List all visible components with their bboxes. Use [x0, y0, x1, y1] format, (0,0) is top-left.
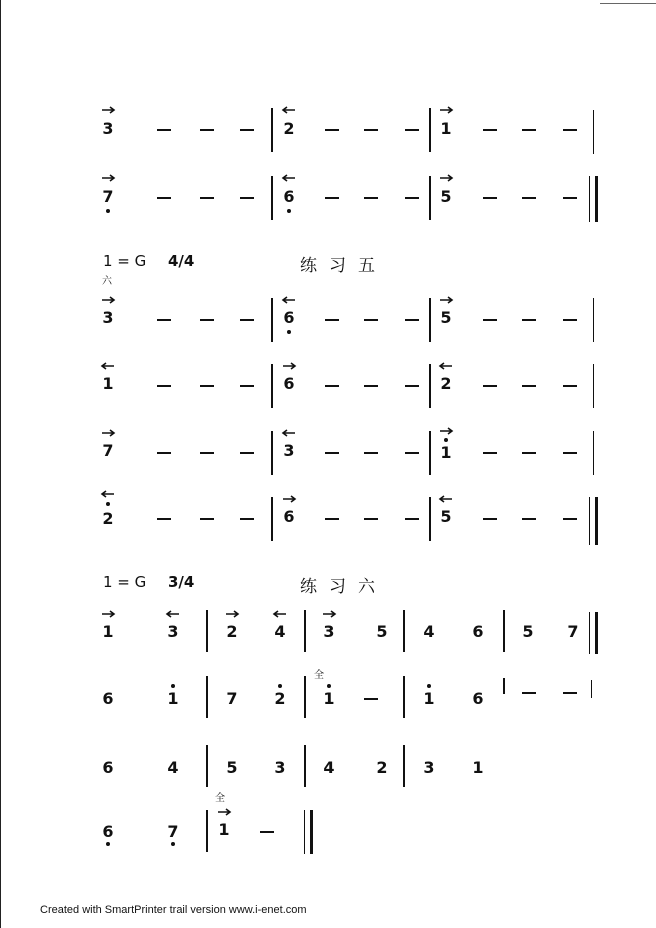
- bar-line: [271, 176, 273, 220]
- dash: [325, 518, 339, 520]
- note: 1: [167, 689, 179, 708]
- key-signature: 1 = G: [103, 573, 147, 591]
- note: 3: [283, 441, 295, 460]
- bar-line: [429, 176, 431, 220]
- dash: [483, 129, 497, 131]
- upper-octave-dot: [171, 684, 175, 688]
- bow-arrow-icon: [281, 174, 297, 182]
- note: 1: [423, 689, 435, 708]
- dash: [405, 129, 419, 131]
- bow-arrow-icon: [281, 495, 297, 503]
- bar-line: [304, 610, 306, 652]
- dash: [325, 319, 339, 321]
- note: 5: [226, 758, 238, 777]
- dash: [157, 197, 171, 199]
- bow-arrow-icon: [216, 808, 232, 816]
- bar-line: [304, 676, 306, 718]
- note: 4: [274, 622, 286, 641]
- whole-bow-mark: 全: [215, 793, 225, 804]
- top-rule: [600, 3, 656, 4]
- note: 7: [102, 187, 114, 206]
- note: 6: [102, 689, 114, 708]
- note: 5: [440, 308, 452, 327]
- dash: [563, 385, 577, 387]
- note: 5: [376, 622, 388, 641]
- dash: [157, 452, 171, 454]
- time-signature: 4/4: [168, 252, 195, 270]
- bow-arrow-icon: [100, 362, 116, 370]
- dash: [240, 319, 254, 321]
- footer-watermark: Created with SmartPrinter trail version www.i-enet.com: [40, 904, 307, 916]
- bow-arrow-icon: [165, 610, 181, 618]
- bow-arrow-icon: [100, 610, 116, 618]
- dash: [483, 197, 497, 199]
- key-signature: 1 = G: [103, 252, 147, 270]
- exercise-title: 练习五: [300, 256, 387, 276]
- upper-octave-dot: [427, 684, 431, 688]
- bar-line: [429, 431, 431, 475]
- dash: [522, 197, 536, 199]
- note: 1: [102, 374, 114, 393]
- bar-line: [403, 610, 405, 652]
- note: 3: [323, 622, 335, 641]
- dash: [522, 518, 536, 520]
- dash: [405, 518, 419, 520]
- bar-line: [271, 364, 273, 408]
- note: 6: [283, 187, 295, 206]
- bow-arrow-icon: [272, 610, 288, 618]
- bar-line: [206, 610, 208, 652]
- dash: [200, 452, 214, 454]
- dash: [260, 831, 274, 833]
- position-mark: 六: [102, 276, 112, 287]
- bow-arrow-icon: [281, 429, 297, 437]
- lower-octave-dot: [171, 842, 175, 846]
- dash: [522, 129, 536, 131]
- bar-line: [429, 364, 431, 408]
- dash: [563, 319, 577, 321]
- dash: [325, 385, 339, 387]
- bar-line: [503, 678, 505, 694]
- note: 3: [102, 308, 114, 327]
- note: 2: [102, 509, 114, 528]
- dash: [200, 129, 214, 131]
- time-signature: 3/4: [168, 573, 195, 591]
- note: 6: [472, 689, 484, 708]
- note: 2: [226, 622, 238, 641]
- note: 6: [102, 758, 114, 777]
- note: 2: [283, 119, 295, 138]
- note: 1: [102, 622, 114, 641]
- bar-line: [206, 745, 208, 787]
- bow-arrow-icon: [100, 296, 116, 304]
- dash: [240, 385, 254, 387]
- note: 1: [440, 443, 452, 462]
- dash: [325, 197, 339, 199]
- bar-line: [591, 680, 592, 698]
- bow-arrow-icon: [100, 106, 116, 114]
- bar-line: [271, 497, 273, 541]
- dash: [405, 197, 419, 199]
- bow-arrow-icon: [281, 296, 297, 304]
- dash: [483, 518, 497, 520]
- bow-arrow-icon: [281, 362, 297, 370]
- bar-line: [403, 745, 405, 787]
- bar-line: [271, 431, 273, 475]
- dash: [240, 518, 254, 520]
- dash: [483, 319, 497, 321]
- note: 7: [167, 822, 179, 841]
- dash: [240, 197, 254, 199]
- bar-line: [271, 108, 273, 152]
- dash: [522, 385, 536, 387]
- bow-arrow-icon: [100, 174, 116, 182]
- dash: [364, 452, 378, 454]
- upper-octave-dot: [327, 684, 331, 688]
- dash: [364, 319, 378, 321]
- end-barline: [589, 612, 598, 654]
- bar-line: [429, 497, 431, 541]
- lower-octave-dot: [106, 209, 110, 213]
- upper-octave-dot: [278, 684, 282, 688]
- end-barline: [589, 497, 598, 545]
- end-barline: [304, 810, 313, 854]
- upper-octave-dot: [444, 438, 448, 442]
- bow-arrow-icon: [100, 429, 116, 437]
- dash: [563, 692, 577, 694]
- note: 2: [376, 758, 388, 777]
- note: 4: [423, 622, 435, 641]
- note: 6: [283, 308, 295, 327]
- bow-arrow-icon: [321, 610, 337, 618]
- bar-line: [429, 108, 431, 152]
- note: 7: [567, 622, 579, 641]
- note: 1: [440, 119, 452, 138]
- note: 5: [440, 507, 452, 526]
- note: 6: [472, 622, 484, 641]
- bar-line: [503, 610, 505, 652]
- dash: [157, 319, 171, 321]
- dash: [522, 452, 536, 454]
- bar-line: [593, 110, 594, 154]
- lower-octave-dot: [287, 209, 291, 213]
- bow-arrow-icon: [438, 362, 454, 370]
- dash: [522, 692, 536, 694]
- dash: [563, 518, 577, 520]
- bow-arrow-icon: [281, 106, 297, 114]
- dash: [200, 197, 214, 199]
- end-barline: [589, 176, 598, 222]
- bow-arrow-icon: [438, 296, 454, 304]
- note: 1: [218, 820, 230, 839]
- dash: [364, 518, 378, 520]
- bar-line: [593, 364, 594, 408]
- dash: [240, 129, 254, 131]
- dash: [405, 319, 419, 321]
- note: 6: [283, 374, 295, 393]
- note: 5: [522, 622, 534, 641]
- note: 3: [274, 758, 286, 777]
- dash: [483, 385, 497, 387]
- dash: [364, 129, 378, 131]
- dash: [157, 129, 171, 131]
- dash: [200, 385, 214, 387]
- dash: [364, 698, 378, 700]
- note: 2: [440, 374, 452, 393]
- dash: [522, 319, 536, 321]
- dash: [563, 452, 577, 454]
- note: 4: [167, 758, 179, 777]
- bar-line: [206, 810, 208, 852]
- dash: [157, 518, 171, 520]
- dash: [200, 518, 214, 520]
- note: 5: [440, 187, 452, 206]
- note: 1: [323, 689, 335, 708]
- dash: [364, 197, 378, 199]
- lower-octave-dot: [106, 842, 110, 846]
- bar-line: [593, 298, 594, 342]
- dash: [563, 129, 577, 131]
- note: 6: [102, 822, 114, 841]
- page-edge: [0, 0, 1, 928]
- dash: [563, 197, 577, 199]
- bar-line: [403, 676, 405, 718]
- dash: [157, 385, 171, 387]
- dash: [483, 452, 497, 454]
- note: 2: [274, 689, 286, 708]
- note: 7: [226, 689, 238, 708]
- bar-line: [206, 676, 208, 718]
- bow-arrow-icon: [100, 490, 116, 498]
- dash: [405, 385, 419, 387]
- note: 1: [472, 758, 484, 777]
- bow-arrow-icon: [438, 495, 454, 503]
- bar-line: [593, 431, 594, 475]
- note: 3: [423, 758, 435, 777]
- upper-octave-dot: [106, 502, 110, 506]
- bar-line: [304, 745, 306, 787]
- lower-octave-dot: [287, 330, 291, 334]
- note: 6: [283, 507, 295, 526]
- bow-arrow-icon: [438, 106, 454, 114]
- dash: [364, 385, 378, 387]
- dash: [325, 129, 339, 131]
- exercise-title: 练习六: [300, 577, 387, 597]
- bow-arrow-icon: [224, 610, 240, 618]
- bow-arrow-icon: [438, 174, 454, 182]
- dash: [405, 452, 419, 454]
- note: 3: [167, 622, 179, 641]
- note: 3: [102, 119, 114, 138]
- bow-arrow-icon: [438, 427, 454, 435]
- whole-bow-mark: 全: [314, 670, 324, 681]
- bar-line: [429, 298, 431, 342]
- note: 4: [323, 758, 335, 777]
- dash: [325, 452, 339, 454]
- dash: [240, 452, 254, 454]
- note: 7: [102, 441, 114, 460]
- bar-line: [271, 298, 273, 342]
- dash: [200, 319, 214, 321]
